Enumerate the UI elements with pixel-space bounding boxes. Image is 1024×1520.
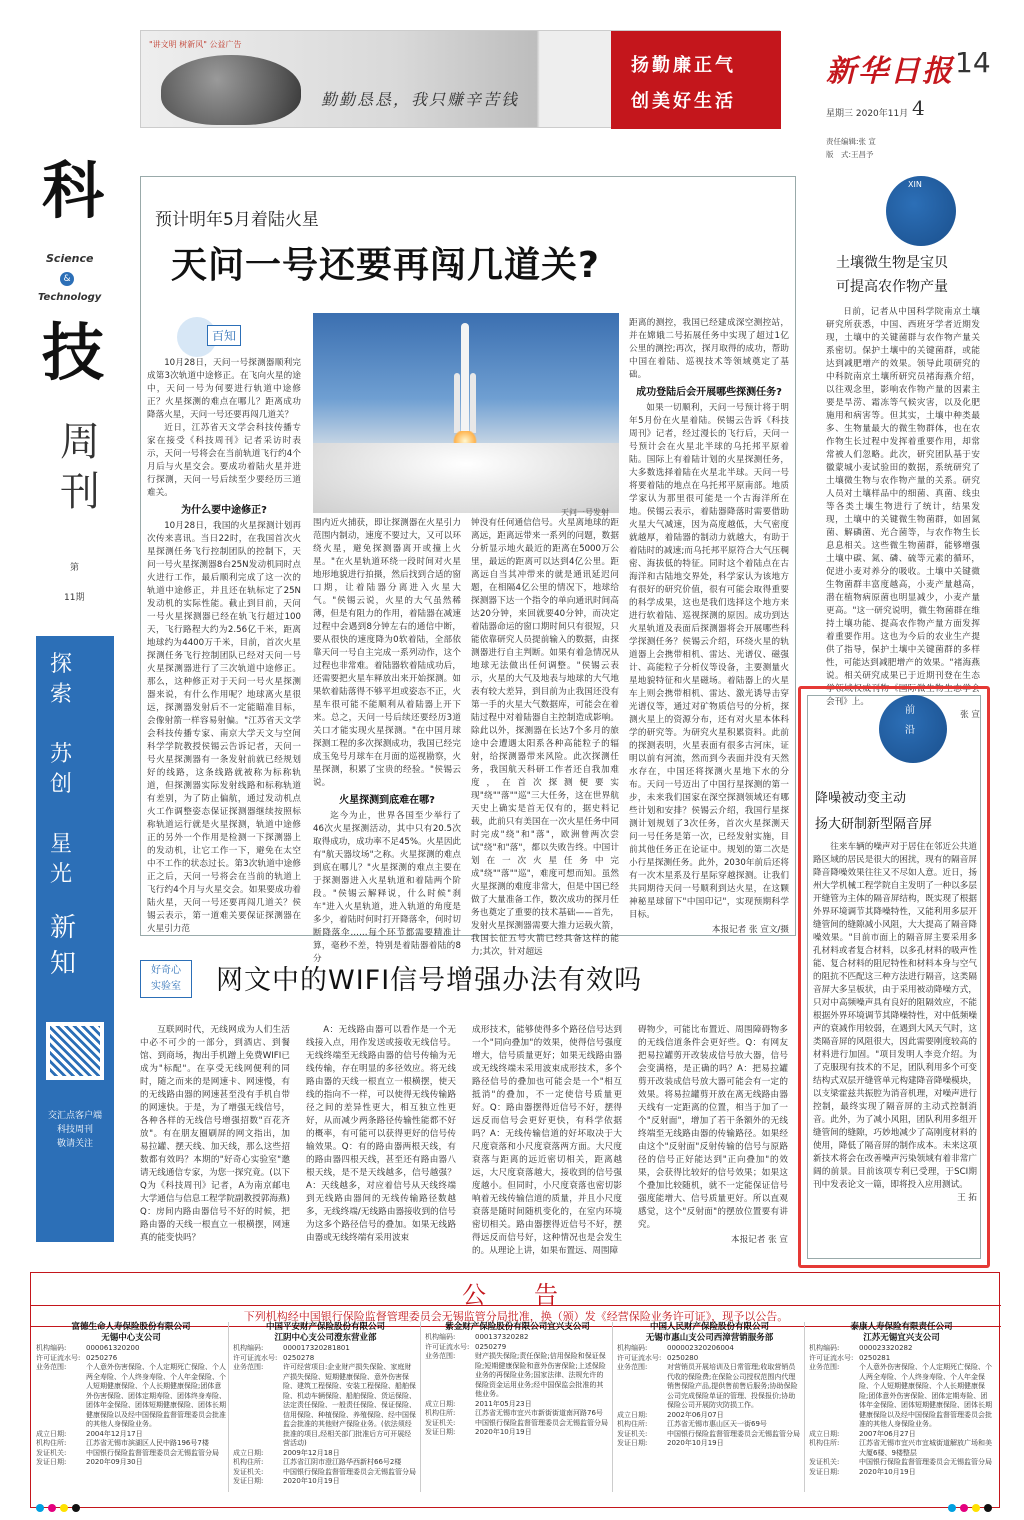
article1-col1-text: 10月28日，我国的火星探测计划再次传来喜讯。当日22时，在我国首次火星探测任务飞行控制团队的控制下，天问一号火星探测器8台25N发动机同时点火进行工作，最后顺利完成了这一次的轨道中途修正，并且还在轨标定了25N发动机的实际性能。截止到目前，天问一号火星探测器已经在轨飞行超过100天，飞行路程大约为2.56亿千米，距离地球约为4400万千米，目前，首次火星探测任务飞行控制团队已经对天问一号火星探测器进行了三次轨道中途修正。那么，这种修正对于天问一号火星探测器来说，有什么作用呢？地球离火星很远，探测器发射后不一定能瞄准目标，会像射箭一样容易射偏。"江苏省天文学会科技传播专家、南京大学天文与空间科学学院教授侯锡云告诉记者，天问一号火星探测器有一条发射前就已经规划好的线路，这条线路就被称为标称轨道，但探测器实际发射线路和标称轨道有差别，为了防止偏航，通过发动机点火工作调整姿态保证探测器继续按照标称轨道运行就是火星探测，轨道中途修正的另外一个作用是检测一下探测器上的发动机，让它工作一下，避免在太空中不工作的状态过长。第3次轨道中途修正之后，天问一号将会在当前的轨道上飞行约4个月与火星交会。如果要成功着陆火星，天问一号还要再闯几道关？侯锡云表示，第一道难关要保证探测器在火星引力范 — [147, 521, 301, 934]
card-row-key: 业务范围: — [425, 1352, 456, 1360]
brief2-body — [813, 841, 977, 1255]
top-ad-banner — [140, 30, 780, 128]
piggy-illustration — [161, 55, 301, 125]
article1-lead2: 近日，江苏省天文学会科技传播专家在接受《科技周刊》记者采访时表示，天问一号将会在当前轨道飞行约4个月后与火星交会。要成功着陆火星并进行探测，天问一号后续至少要经历三道难关。 — [147, 423, 301, 498]
brief1-title-1: 土壤微生物是宝贝 — [836, 255, 948, 271]
card-row — [233, 1468, 418, 1478]
card-row — [425, 1419, 610, 1429]
card-row — [425, 1333, 610, 1343]
article1-col2b-text: 迄今为止，世界各国至少举行了46次火星探测活动，其中只有20.5次取得成功，成功率不足45%。火星因此有"航天器坟场"之称。火星探测的难点到底在哪儿？"火星探测的难点主要在于探测器进入火星轨道和着陆两个阶段。"侯锡云解释说，什么时候"刹车"进入火星轨道，进入轨道的角度是多少，着陆时何时打开降落伞，何时切断降落伞……每个环节都需要精准计算，毫秒不差，特别是着陆器着陆的8分 — [313, 811, 462, 964]
editor-credit: 责任编辑:张 宣 — [826, 137, 876, 146]
card-row-value: 2020年10月19日 — [667, 1439, 724, 1447]
card-row-value: 江苏省无锡市宜兴市新街街道南河路76号 — [475, 1409, 603, 1417]
card1-name1: 富德生命人寿保险股份有限公司 — [71, 1322, 191, 1332]
exhaust-cloud — [313, 443, 619, 513]
card-row-value: 0250281 — [859, 1353, 891, 1362]
article-tianwen — [140, 176, 796, 964]
brief2-title-1: 降噪被动变主动 — [815, 791, 907, 806]
card-row-key: 业务范围: — [809, 1363, 840, 1371]
notice-card-1 — [36, 1322, 226, 1492]
article1-col2-text: 围内近火捕获，即让探测器在火星引力范围内制动，速度不要过大，又可以环绕火星，避免探测器离开或撞上火星。"在火星轨道环绕一段时间对火星地形地貌进行拍摄，然后找到合适的窗口期，让着陆器分离进入火星大气。"侯锡云说，火星的大气虽然稀薄，但是有阻力的作用，着陆器在减速过程中会遇到8分钟左右的通信中断，要从很快的速度降为0软着陆，全部依靠天问一号自主完成一系列动作，这个过程也非常难。着陆器软着陆成功后，还需要把火星车释放出来开始探测。如果软着陆落得不够平坦或姿态不正，火星车很可能不能顺利从着陆器上开下来。总之，天问一号后续还要经历3道关口才能实现火星探测。"在中国月球探测工程的多次探测成功，我国已经完成玉兔号月球车在月面的巡视勘察，火星探测，积累了宝贵的经验。"侯锡云说。 — [313, 518, 461, 788]
card-row-key: 业务范围: — [617, 1363, 648, 1371]
article2-col1 — [140, 1024, 290, 1256]
card-row — [809, 1363, 994, 1430]
notice-card-3 — [420, 1322, 610, 1492]
card-row — [36, 1344, 226, 1354]
card-row-key: 发证机关: — [425, 1418, 456, 1427]
card-row-key: 机构住所: — [617, 1420, 648, 1428]
card5-name2: 江苏无锡宜兴支公司 — [863, 1333, 940, 1343]
card-row-value: 许可经营项目:企业财产损失保险、家庭财产损失保险、短期健康保险、意外伤害保险、建筑工程保险、安装工程保险、船舶保险、机动车辆保险、船舶保险、货运保险、法定责任保险、一般责任保险、保证保险、信用保险、种植保险、养殖保险、经中国保监会批准的其他财产保险业务。(依法须经批准的项目,经相关部门批准后方可开展经营活动) — [283, 1363, 416, 1447]
card-row — [36, 1458, 226, 1468]
notice-card-5 — [804, 1322, 994, 1492]
card-row — [425, 1343, 610, 1353]
card-row-value: 000017320281801 — [283, 1344, 350, 1352]
banner-caption: "讲文明 树新风" 公益广告 — [149, 40, 242, 49]
card-row — [809, 1430, 994, 1440]
card-row-key: 机构住所: — [36, 1439, 67, 1447]
card-row-key: 发证机关: — [233, 1467, 264, 1476]
card2-name2: 江阴中心支公司澄东营业部 — [274, 1333, 377, 1343]
brief1-title-2: 可提高农作物产量 — [836, 279, 948, 295]
article1-col3-text: 钟没有任何通信信号。火星离地球的距离远，距离远带来一系列的问题，数据分析显示地火最近的距离在5000万公里，最远的距离可以达到4亿公里。距离远自当其冲带来的就是通讯延迟问题，在相隔4亿公里的情况下，地球给探测器下达一个指令的单向通讯时间高达20分钟，来回就要40分钟，而决定着陆器命运的窗口期时间只有很短，只能依靠研究人员提前输入的数据，由探测器进行自主判断。如果有着急情况从地球无法做出任何调整。"侯锡云表示，火星的大气及地表与地球的大气地表有较大差异，到目前为止我国还没有第一手的火星大气数据库，可能会在着陆过程中对着陆器自主控制造成影响。除此以外，探测器在长达7个多月的旅途中会遭遇太阳系各种高能粒子的辐射，给探测器带来风险。此次探测任务，我国航天科研工作者还自我加难度，在首次探测便要实现"绕""落""巡"三大任务，这在世界航天史上确实是首无仅有的，据史料记载，此前只有美国在一次火星任务中同时完成"绕"和"落"，欧洲曾两次尝试"绕"和"落"，都以失败告终。中国计划在一次火星任务中完成"绕""落""巡"，难度可想而知。虽然火星探测的难度非常大，但是中国已经做了大量准备工作，数次成功的探月任务也奠定了重要的技术基础——首先，发射火星探测器需要大推力运载火箭，我国长征五号火箭已经具备这样的能力;其次，针对超远 — [471, 518, 619, 957]
article2-title: 网文中的WIFI信号增强办法有效吗 — [216, 965, 643, 996]
article1-sub2: 火星探测到底难在哪? — [339, 795, 435, 806]
article1-title: 天问一号还要再闯几道关? — [171, 245, 600, 286]
section-english-science: Science — [46, 252, 94, 265]
card-row-value: 2020年10月19日 — [859, 1467, 916, 1476]
page-number: 14 — [955, 46, 991, 79]
sidebar-nav-2: 苏创 — [50, 742, 73, 797]
sidebar-nav-1: 探索 — [50, 652, 73, 707]
card-row-value: 个人意外伤害保险、个人定期死亡保险、个人两全寿险、个人终身寿险、个人年金保险、个人短期健康保险、个人长期健康保险;团体意外伤害保险、团体定期寿险、团体年金保险、团体短期健康保险、团体长期健康保险以及经中国保险监督管理委员会批准的其他人身保险业务。 — [859, 1363, 992, 1428]
section-sidebar — [36, 140, 114, 1260]
card-row — [809, 1439, 994, 1458]
issue-number: 11期 — [64, 593, 85, 603]
card-row — [36, 1430, 226, 1440]
article2-byline: 本报记者 张 宣 — [730, 1235, 788, 1245]
banner-red-line2: 创美好生活 — [631, 91, 736, 112]
section-char-ke: 科 — [42, 154, 105, 227]
card2-name1: 中国平安财产保险股份有限公司 — [265, 1322, 385, 1332]
card-row-key: 许可证流水号: — [425, 1342, 470, 1351]
section-char-zhou: 周 — [60, 419, 100, 465]
card-row-value: 中国银行保险监督管理委员会无锡监管分局 — [475, 1418, 608, 1427]
section-char-ji: 技 — [42, 316, 105, 389]
article1-sub3: 成功登陆后会开展哪些探测任务? — [636, 387, 782, 398]
card-row — [809, 1354, 994, 1364]
brief1-body — [826, 306, 980, 720]
notice-card-4 — [612, 1322, 802, 1492]
card-row — [617, 1354, 802, 1364]
article1-sub1: 为什么要中途修正? — [181, 505, 267, 516]
card-row-value: 000061320200 — [86, 1344, 140, 1352]
card-row-key: 发证日期: — [425, 1428, 456, 1436]
card-row-key: 发证日期: — [36, 1458, 67, 1466]
brief2-byline: 王 拓 — [957, 1193, 977, 1203]
card-row-value: 0250276 — [86, 1353, 118, 1362]
card-row-value: 中国银行保险监督管理委员会无锡监管分局 — [859, 1458, 992, 1466]
card3-name1: 紫金财产保险股份有限公司宜兴支公司 — [445, 1322, 590, 1332]
card-row-key: 业务范围: — [233, 1363, 264, 1371]
color-registration-marks-right — [948, 1504, 992, 1512]
card-row-key: 成立日期: — [36, 1429, 67, 1438]
brief2-title-2: 扬大研制新型隔音屏 — [815, 817, 933, 832]
qr-caption-3: 敬请关注 — [56, 1139, 93, 1149]
card-row — [233, 1354, 418, 1364]
card-row — [36, 1449, 226, 1459]
card-row-value: 中国银行保险监督管理委员会无锡监管分局 — [86, 1448, 219, 1457]
card-row-value: 对营销员开展培训及日常管理;收取营销员代收的保险费;在保险公司授权范围内代理销售保险产品,提供售前售后服务;协助保险公司完成保险单证的管理、投保报价;协助保险公司开展防灾防损工作。 — [667, 1363, 798, 1409]
card-row-value: 2009年12月18日 — [283, 1448, 340, 1457]
card-row-value: 财产损失保险;责任保险;信用保险和保证保险;短期健康保险和意外伤害保险;上述保险业务的再保险业务;国家法律、法规允许的保险资金运用业务;经中国保监会批准的其他业务。 — [475, 1352, 606, 1398]
card-row-key: 机构住所: — [425, 1409, 456, 1417]
rocket-booster-right — [470, 373, 476, 433]
card-row-key: 机构编码: — [425, 1333, 456, 1341]
article2-col2-text: A：无线路由器可以看作是一个无线接入点，用作发送或接收无线信号。无线终端至无线路由器的信号传输为无线传输，存在明显的多径效应。将无线路由器的天线一根直立一根横摆，使天线的指向不一样，可以使得无线传输路径之间的差异性更大，相互独立性更好，从而减少两条路径传输性能都不好的概率，有可能可以获得更好的信号传输效果。Q：有的路由器两根天线，有的路由器四根天线，甚至还有路由器八根天线，是不是天线越多，信号越强？A：天线越多，对应着信号从天线终端到无线路由器间的无线传输路径数越多，无线终端/无线路由器接收到的信号为这多个路径信号的叠加。如果无线路由器或无线终端有采用波束 — [306, 1025, 456, 1243]
card-row — [617, 1439, 802, 1449]
card-row — [425, 1409, 610, 1419]
photo-caption: 天问一号发射 — [561, 508, 609, 517]
card-row-value: 000002320206004 — [667, 1344, 734, 1352]
issue-date: 星期三 2020年11月 — [826, 109, 909, 119]
card-row-value: 2004年12月17日 — [86, 1429, 143, 1438]
card-row-key: 发证日期: — [233, 1477, 264, 1485]
card-row-key: 机构编码: — [233, 1344, 264, 1352]
article2-col1-text: 互联网时代，无线网成为人们生活中必不可少的一部分，到酒店、到餐馆、到商场，掏出手机蹭上免费WIFI已成为"标配"。在享受无线网便利的同时，随之而来的是网速卡、网速慢，有的无线路由器的网速甚至没有手机自带的网速快。于是，为了增强无线信号，各种各样的无线信号增强招数"百花齐放"。有在朋友圈刷屏的网文指出，加易拉罐、摆天线、加天线，那么这些招数都有效吗？本期的"好奇心实验室"邀请无线通信专家，为您一探究竟。(以下Q为《科技周刊》记者，A为南京邮电大学通信与信息工程学院副教授郭海燕) Q：房间内路由器信号不好的时候，把路由器的天线一根直立一根横摆，网速真的能变快吗？ — [140, 1025, 290, 1243]
card-row-key: 业务范围: — [36, 1363, 67, 1371]
section-english-amp: & — [60, 272, 74, 286]
article1-tag — [147, 317, 301, 357]
qr-caption-2: 科技周刊 — [56, 1125, 93, 1135]
banner-slogan: 勤勤恳恳，我只赚辛苦钱 — [321, 90, 520, 109]
card-row-value: 江苏省无锡市宜兴市宜城街道解放广场和美大厦6楼、9楼整层 — [859, 1439, 992, 1457]
color-registration-marks — [36, 1504, 80, 1512]
article-wifi — [140, 940, 796, 1260]
card-row — [233, 1363, 418, 1449]
card-row-value: 0250279 — [475, 1342, 507, 1351]
card-row-value: 江苏省无锡市滨湖区人民中路196号7楼 — [86, 1439, 209, 1447]
card-row-value: 000137320282 — [475, 1333, 529, 1341]
card-row-key: 机构编码: — [617, 1344, 648, 1352]
card-row-value: 000023320282 — [859, 1344, 913, 1352]
article1-tag-label: 百知 — [207, 325, 241, 346]
card-row-key: 发证机关: — [617, 1429, 648, 1438]
card-row-value: 江苏省江阴市澄江路华西新村66号2楼 — [283, 1458, 402, 1466]
card-row — [36, 1363, 226, 1430]
article2-col4 — [638, 1024, 788, 1256]
card-row-key: 许可证流水号: — [617, 1353, 662, 1362]
section-char-kan: 刊 — [60, 469, 100, 515]
brief2-text: 往来车辆的噪声对于居住在邻近公共道路区域的居民是很大的困扰，现有的隔音屏降音降噪效果往往又不尽如人意。近日，扬州大学机械工程学院自主发明了一种以多层开缝管为主体的隔音屏结构，既实现了根据外界环境调节其降噪特性，又能利用多层开缝管间的缝隙减小风阻，大大提高了隔音降噪效果。"目前市面上的隔音屏主要采用多孔材料或者复合材料，以多孔材料的吸声性能、复合材料的阻尼特性和材料本身与空气的阻抗不匹配这三种方法进行隔音，这类隔音屏大多呈板状，由于采用被动降噪方式，只对中高频噪声具有良好的阻隔效应，不能根据外界环境调节其降噪特性，对中低频噪声的衰减作用较弱，在遇到大风天气时，这类隔音屏的风阻很大，因此需要刚度较高的材料进行加固。"项目发明人李竞介绍。为了克服现有技术的不足，团队利用多个可变结构式双层开缝管单元构建降音降噪模块，以支梁霍兹共振腔为消音机理，对噪声进行控制，最终实现了隔音屏的主动式控制消音。此外，为了减小风阻，团队利用多组开缝管间的缝隙，巧妙地减少了高刚度材料的使用，降低了隔音屏的制作成本。未来这项新技术将会在改善噪声污染领域有着非常广阔的前景。目前该项专利已受理，于SCI期刊中发表论文一篇，即将投入应用测试。 — [813, 842, 977, 1190]
article2-col4-text: 碍物少，可能比布置近、周围障碍物多的无线信道条件会更好些。Q：有网友把易拉罐剪开改装成信号放大器，信号会变满格，是正确的吗？A：把易拉罐剪开改装成信号放大器可能会有一定的效果。将易拉罐剪开放在离无线路由器天线有一定距离的位置，相当于加了一个"反射面"，增加了若干条额外的无线终端至无线路由器的传输路径。如果经由这个"反射面"反射传输的信号与原路径的信号正好能达到"正向叠加"的效果，会获得比较好的信号效果；如果这个叠加比较随机，就不一定能保证信号强度能增大、信号质量更好。所以直观感觉，这个"反射面"的摆放位置要有讲究。 — [638, 1025, 788, 1230]
card-row-key: 发证机关: — [809, 1458, 840, 1466]
sidebar-nav-4: 新知 — [50, 913, 77, 979]
banner-red-line1: 扬勤廉正气 — [631, 55, 736, 76]
card-row — [809, 1458, 994, 1468]
brief1-corner-label: XIN — [908, 180, 922, 189]
card-row-value: 2020年10月19日 — [283, 1477, 340, 1485]
rocket-body — [461, 323, 469, 433]
card-row-key: 发证机关: — [36, 1448, 67, 1457]
card-row-value: 江苏省无锡市惠山区天一街69号 — [667, 1420, 767, 1428]
article2-tag — [140, 960, 192, 998]
card-row-key: 发证日期: — [617, 1439, 648, 1447]
card-row — [36, 1439, 226, 1449]
card-row-value: 2002年06月07日 — [667, 1410, 724, 1419]
brief1-text: 日前，记者从中国科学院南京土壤研究所获悉，中国、西班牙学者近期发现，土壤中的关键菌群与农作物产量关系密切。保护土壤中的关键菌群，或能达到减肥增产的效果。领导此项研究的中科院南京土壤所研究员褚海燕介绍，以往观念里，影响农作物产量的因素主要是旱涝、霜冻等气候灾害，以及化肥施用和病害等。但其实，土壤中种类最多、生物量最大的微生物群体，也在农作物生长过程中发挥着重要作用，却常常被人们忽略。此次，研究团队基于安徽蒙城小麦试验田的数据，系统研究了土壤微生物与农作物产量的关系。研究人员对土壤样品中的细菌、真菌、线虫等各类土壤生物进行了统计，结果发现，土壤中的关键微生物菌群，如固氮菌、解磷菌、光合菌等，与农作物生长息息相关。这些微生物菌群，能够增强土壤中碳、氮、磷、硫等元素的循环，促进小麦对养分的吸收。土壤中关键微生物菌群丰富度越高，小麦产量越高，潜在植物病原菌也明显减少，小麦产量更高。"这一研究说明，微生物菌群在维持土壤功能、提高农作物产量方面发挥着重要作用。这也为今后的农业生产提供了指导，保护土壤中关键菌群的多样性，可能达到减肥增产的效果。"褚海燕说。相关研究成果已于近期刊登在生态学领域权威刊物《国际微生物生态学会会刊》上。 — [826, 307, 980, 707]
article1-col4 — [629, 317, 789, 935]
notice-card-2 — [228, 1322, 418, 1492]
card-row-value: 0250278 — [283, 1353, 315, 1362]
brief1-byline: 张 宣 — [960, 710, 980, 720]
card-row — [617, 1430, 802, 1440]
article2-tag-line2: 实验室 — [151, 981, 181, 992]
qr-caption-1: 交汇点客户端 — [47, 1111, 102, 1121]
card-row-key: 成立日期: — [425, 1399, 456, 1408]
article1-byline: 本报记者 张 宣文/摄 — [711, 925, 789, 935]
card1-name2: 无锡中心支公司 — [101, 1333, 161, 1343]
article2-tag-line1: 好奇心 — [151, 965, 181, 976]
article1-col1 — [147, 317, 301, 934]
card-row — [425, 1400, 610, 1410]
card-row-key: 许可证流水号: — [809, 1353, 854, 1362]
card-row — [617, 1344, 802, 1354]
card-row-value: 2020年10月19日 — [475, 1428, 532, 1436]
card-row — [425, 1352, 610, 1400]
article1-lead: 10月28日，天问一号探测器顺利完成第3次轨道中途修正。在飞向火星的途中，天问一号为何要进行轨道中途修正？火星探测的难点在哪儿？距离成功降落火星，天问一号还要再闯几道关？ — [147, 358, 301, 420]
article1-col3 — [471, 517, 619, 957]
layout-credit: 版 式:王昌予 — [826, 150, 874, 159]
card-row-value: 中国银行保险监督管理委员会无锡监管分局 — [283, 1467, 416, 1476]
card-row — [36, 1354, 226, 1364]
card-row — [425, 1428, 610, 1438]
brief2-corner-label-1: 前 — [905, 705, 915, 716]
article1-col4b-text: 如果一切顺利，天问一号预计将于明年5月份在火星着陆。侯锡云告诉《科技周刊》记者，经过漫长的飞行后，天问一号预计会在火星北半球的乌托邦平原着陆。国际上有着陆计划的火星探测任务，大多数选择着陆在火星北半球。天问一号将要着陆的地点在乌托邦平原南部。地质学家认为那里很可能是一个古海洋所在地。侯锡云表示，着陆器降落时需要借助火星大气减速，因为高度越低，大气密度就越厚，着陆器的制动力就越大，有助于着陆时的减速;而乌托邦平原符合大气压稠密、海拔低的特征。同时这个着陆点在古海洋和古陆地交界处，科学家认为该地方有很好的研究价值，很有可能会取得重要的科学成果，这也是我们选择这个地方来进行软着陆、巡视探测的原因。成功到达火星轨道及表面后探测器将会开展哪些科学探测任务？侯锡云介绍，环绕火星的轨道器上会携带相机、雷达、光谱仪、磁强计、高能粒子分析仪等设备，主要测量火星地貌特征和火星磁场。着陆器上的火星车上则会携带相机、雷达、激光诱导击穿光谱仪等，通过对矿物质信号的分析，探测火星上的资源分布，还有对火星本体科学的研究等。为研究火星积累资料。此前的探测表明，火星表面有很多古河床，证明以前有河流，然而到今表面并没有天然水存在，中国还将探测火星地下水的分布。天问一号迈出了中国行星探测的第一步，未来我们国家在深空探测领域还有哪些计划和安排？侯锡云介绍，我国行星探测计划规划了3次任务，首次火星探测天问一号任务是第一次，已经发射实施，目前其他任务正在论证中。规划的第二次是小行星探测任务。此外，2030年前后还将有一次木星系及行星际穿越探测。让我们共同期待天问一号顺利到达火星，在这颗神秘星球留下"中国印记"，实现预期科学目标。 — [629, 403, 789, 920]
card-row-key: 许可证流水号: — [36, 1353, 81, 1362]
article1-col4-text: 距离的测控，我国已经建成深空测控站，并在嫦娥二号拓展任务中实现了超过1亿公里的测控;再次，探月取得的成功，帮助中国在着陆、巡视技术等领域奠定了基础。 — [629, 318, 789, 380]
article2-col3-text: 成形技术，能够使得多个路径信号达到一个"同向叠加"的效果，使得信号强度增大，信号质量更好；如果无线路由器或无线终端未采用波束成形技术，多个路径信号的叠加也可能会是一个"相互抵消"的叠加，不一定使信号质量更好。Q：路由器摆得近信号不好，摆得远反而信号会更好更快，有科学依据吗？A：无线传输信道的好坏取决于大尺度衰落和小尺度衰落两方面。大尺度衰落与距离的远近密切相关，距离越远，大尺度衰落越大，接收到的信号强度越小。但同时，小尺度衰落也密切影响着无线传输信道的质量，并且小尺度衰落是随时间随机变化的，在室内环境密切相关。路由器摆得近信号不好，摆得远反而信号好，这种情况也是会发生的。从理论上讲，如果布置远、周围障 — [472, 1025, 622, 1256]
notice-title: 公 告 — [462, 1281, 570, 1309]
card-row-key: 机构编码: — [809, 1344, 840, 1352]
card-row — [617, 1411, 802, 1421]
card-row-key: 机构编码: — [36, 1344, 67, 1352]
article2-col2 — [306, 1024, 456, 1256]
card-row-value: 0250280 — [667, 1353, 699, 1362]
card-row-key: 许可证流水号: — [233, 1353, 278, 1362]
card-row — [809, 1344, 994, 1354]
qr-code — [46, 1022, 104, 1080]
card-row-value: 2020年09月30日 — [86, 1458, 143, 1466]
issue-label: 第 — [70, 563, 80, 573]
brief-noise-barrier — [798, 686, 990, 1268]
card-row — [233, 1449, 418, 1459]
card-row — [233, 1458, 418, 1468]
section-english-technology: Technology — [38, 292, 102, 303]
card-row-key: 成立日期: — [617, 1410, 648, 1419]
article2-col3 — [472, 1024, 622, 1256]
card-row — [809, 1468, 994, 1478]
sidebar-nav-3: 星光 — [50, 832, 73, 887]
card-row-key: 成立日期: — [233, 1448, 264, 1457]
notice-subtitle: 下列机构经中国银行保险监督管理委员会无锡监管分局批准，换（颁）发《经营保险业务许可证》，现予以公告。 — [31, 1305, 1001, 1327]
article1-col2 — [313, 517, 462, 964]
card-row — [617, 1363, 802, 1411]
card-row — [233, 1344, 418, 1354]
card-row-key: 发证日期: — [809, 1467, 840, 1476]
card-row-key: 成立日期: — [809, 1429, 840, 1438]
card-row-value: 个人意外伤害保险、个人定期死亡保险、个人两全寿险、个人终身寿险、个人年金保险、个人短期健康保险、个人长期健康保险;团体意外伤害保险、团体定期寿险、团体终身寿险、团体年金保险、团体短期健康保险、团体长期健康保险以及经中国保险监督管理委员会批准的其他人身保险业务。 — [86, 1363, 226, 1428]
card4-name2: 无锡市惠山支公司西漳营销服务部 — [645, 1333, 774, 1343]
paper-name: 新华日报 — [826, 54, 954, 89]
brief-soil-microbes — [826, 176, 986, 720]
card-row-key: 机构住所: — [233, 1458, 264, 1466]
card4-name1: 中国人民财产保险股份有限公司 — [649, 1322, 769, 1332]
banner-red-panel — [611, 31, 781, 129]
card-row-value: 中国银行保险监督管理委员会无锡监管分局 — [667, 1429, 800, 1438]
card-row-key: 机构住所: — [809, 1439, 840, 1447]
brief2-corner-label-2: 沿 — [905, 725, 915, 736]
card-row-value: 2007年06月27日 — [859, 1429, 916, 1438]
card-row — [617, 1420, 802, 1430]
card5-name1: 泰康人寿保险有限责任公司 — [850, 1322, 953, 1332]
article1-kicker: 预计明年5月着陆火星 — [155, 210, 319, 230]
rocket-launch-photo — [313, 313, 619, 503]
rocket-booster-left — [454, 373, 460, 433]
card-row — [233, 1477, 418, 1487]
card-row-value: 2011年05月23日 — [475, 1399, 532, 1408]
issue-day: 4 — [912, 96, 925, 120]
